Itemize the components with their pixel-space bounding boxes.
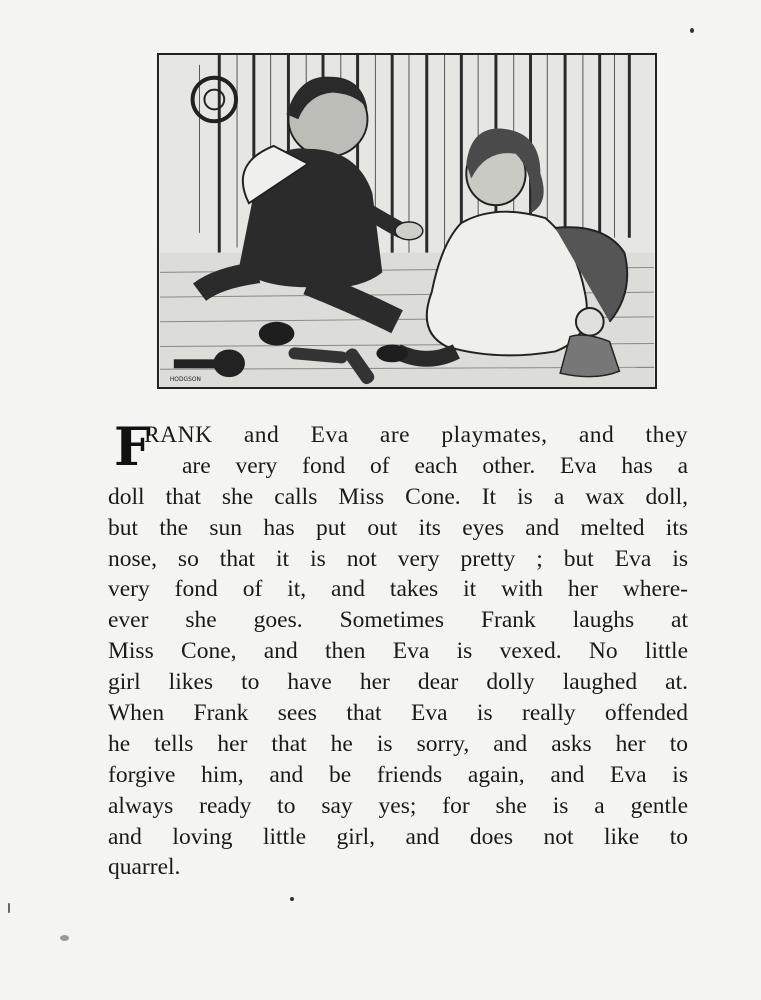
passage-line: girl likes to have her dear dolly laughed at.: [108, 669, 688, 696]
passage-line: he tells her that he is sorry, and asks her to: [108, 730, 688, 757]
passage-line: always ready to say yes; for she is a gentle: [108, 792, 688, 819]
passage-line: forgive him, and be friends again, and Eva is: [108, 761, 688, 788]
paper-speck: [690, 28, 694, 33]
passage-line: and loving little girl, and does not like to: [108, 823, 688, 850]
paper-speck: [60, 935, 69, 941]
frank-and-eva-playing-engraving-icon: [159, 55, 655, 387]
story-passage: [108, 417, 688, 883]
passage-line: ever she goes. Sometimes Frank laughs at: [108, 607, 688, 634]
paper-speck: [8, 903, 10, 913]
paper-speck: [290, 897, 294, 901]
passage-line: When Frank sees that Eva is really offended: [108, 700, 688, 727]
passage-line: but the sun has put out its eyes and melted its: [108, 514, 688, 541]
passage-line: nose, so that it is not very pretty ; but Eva is: [108, 545, 688, 572]
passage-line: very fond of it, and takes it with her where-: [108, 576, 688, 603]
passage-line: are very fond of each other. Eva has a: [182, 452, 688, 479]
engraving-illustration: [157, 53, 657, 389]
drop-cap: F: [114, 417, 151, 478]
passage-line: quarrel.: [108, 854, 181, 881]
passage-line: doll that she calls Miss Cone. It is a wax doll,: [108, 483, 688, 510]
passage-line: Miss Cone, and then Eva is vexed. No little: [108, 638, 688, 665]
engraver-signature: HODGSON: [169, 377, 201, 384]
passage-line: F RANK and Eva are playmates, and they: [114, 417, 688, 478]
